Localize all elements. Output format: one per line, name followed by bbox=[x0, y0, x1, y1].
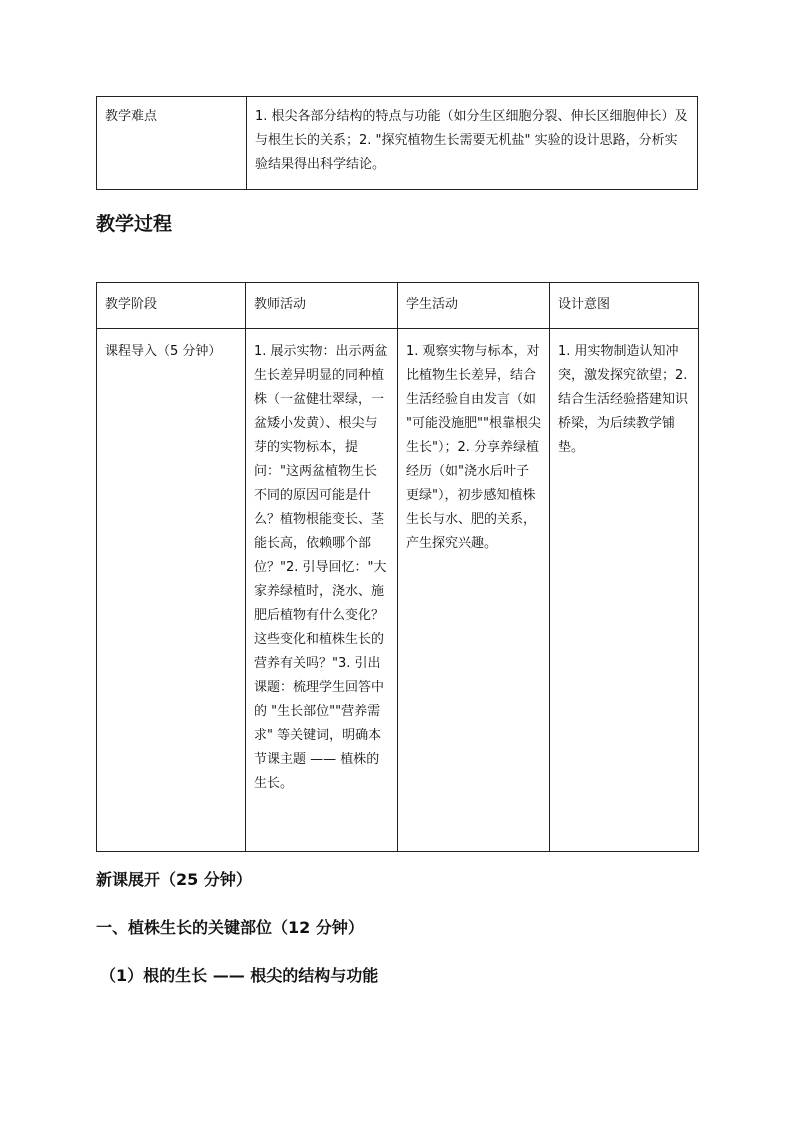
table-header-row bbox=[97, 283, 699, 329]
teacher-cell bbox=[246, 329, 398, 852]
header-cell-intent bbox=[550, 283, 699, 329]
difficulty-label: 教学难点 bbox=[105, 109, 158, 124]
teaching-difficulty-table bbox=[96, 96, 698, 190]
sub-one-heading: （1）根的生长 —— 根尖的结构与功能 bbox=[100, 966, 379, 985]
difficulty-content-cell bbox=[247, 97, 698, 190]
difficulty-content: 1. 根尖各部分结构的特点与功能（如分生区细胞分裂、伸长区细胞伸长）及与根生长的关系；2. "探究植物生长需要无机盐" 实验的设计思路，分析实验结果得出科学结论。 bbox=[255, 109, 688, 172]
header-cell-stage bbox=[97, 283, 246, 329]
table-row bbox=[97, 329, 699, 852]
header-cell-student bbox=[398, 283, 550, 329]
stage-cell bbox=[97, 329, 246, 852]
new-lesson-heading: 新课展开（25 分钟） bbox=[96, 870, 252, 889]
student-activity-text: 1. 观察实物与标本，对比植物生长差异，结合生活经验自由发言（如 "可能没施肥""根靠根尖生长"）；2. 分享养绿植经历（如"浇水后叶子更绿"），初步感知植株生长与水、肥的关系，产生探究兴趣。 bbox=[406, 344, 541, 551]
stage-text: 课程导入（5 分钟） bbox=[105, 344, 222, 359]
header-teacher: 教师活动 bbox=[254, 297, 307, 312]
teaching-process-table bbox=[96, 282, 699, 852]
difficulty-row bbox=[97, 97, 698, 190]
header-cell-teacher bbox=[246, 283, 398, 329]
header-student: 学生活动 bbox=[406, 297, 459, 312]
intent-cell bbox=[550, 329, 699, 852]
difficulty-label-cell bbox=[97, 97, 247, 190]
design-intent-text: 1. 用实物制造认知冲突，激发探究欲望；2. 结合生活经验搭建知识桥梁，为后续教学铺垫。 bbox=[558, 344, 689, 455]
section-title: 教学过程 bbox=[96, 213, 173, 235]
part-one-heading: 一、植株生长的关键部位（12 分钟） bbox=[96, 918, 364, 937]
header-intent: 设计意图 bbox=[558, 297, 611, 312]
student-cell bbox=[398, 329, 550, 852]
teacher-activity-text: 1. 展示实物：出示两盆生长差异明显的同种植株（一盆健壮翠绿，一盆矮小发黄）、根尖与芽的实物标本，提问："这两盆植物生长不同的原因可能是什么？植物根能变长、茎能长高，依赖哪个部位？"2. 引导回忆："大家养绿植时，浇水、施肥后植物有什么变化？这些变化和植株生长的营养有关吗？"3. 引出课题：梳理学生回答中的 "生长部位""营养需求" 等关键词，明确本节课主题 —— 植株的生长。 bbox=[254, 344, 388, 791]
header-stage: 教学阶段 bbox=[105, 297, 158, 312]
